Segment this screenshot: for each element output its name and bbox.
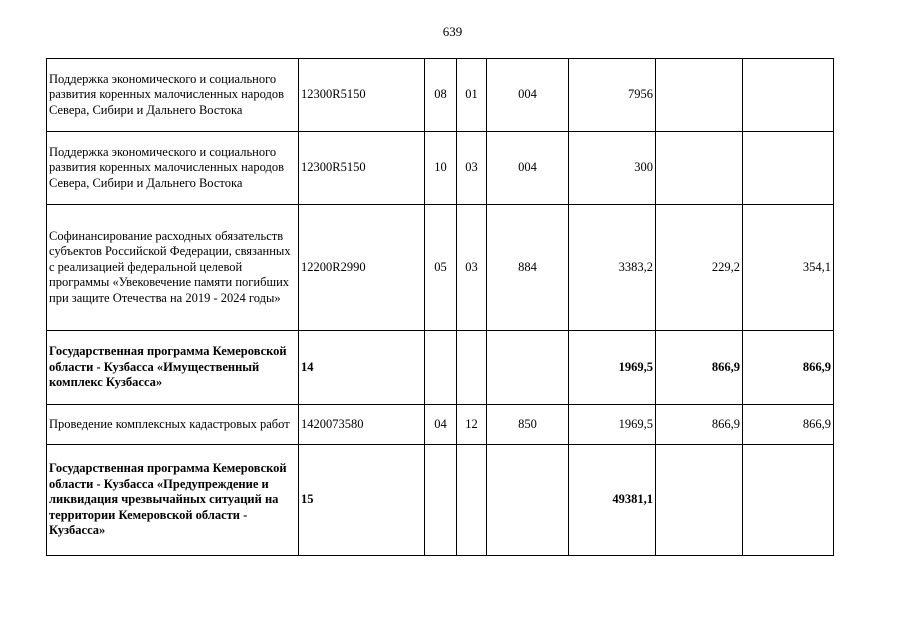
amount-cell-3 xyxy=(743,445,834,556)
table-row xyxy=(47,59,834,132)
row-name-cell: Поддержка экономического и социального развития коренных малочисленных народов Севера, Сибири и Дальнего Востока xyxy=(47,132,299,205)
amount-cell-1: 3383,2 xyxy=(569,205,656,331)
target-code-cell: 12300R5150 xyxy=(299,59,425,132)
amount-cell-3 xyxy=(743,132,834,205)
target-code-cell: 15 xyxy=(299,445,425,556)
target-code-cell: 1420073580 xyxy=(299,405,425,445)
amount-cell-2: 866,9 xyxy=(656,405,743,445)
table-row xyxy=(47,445,834,556)
amount-cell-3: 866,9 xyxy=(743,331,834,405)
row-name-cell: Проведение комплексных кадастровых работ xyxy=(47,405,299,445)
subsection-cell: 03 xyxy=(457,205,487,331)
table-row xyxy=(47,405,834,445)
amount-cell-1: 1969,5 xyxy=(569,331,656,405)
section-cell: 05 xyxy=(425,205,457,331)
budget-table xyxy=(46,58,834,556)
program-title-cell: Государственная программа Кемеровской области - Кузбасса «Предупреждение и ликвидация чрезвычайных ситуаций на территории Кемеровской области - Кузбасса» xyxy=(47,445,299,556)
subsection-cell: 03 xyxy=(457,132,487,205)
program-title-cell: Государственная программа Кемеровской области - Кузбасса «Имущественный комплекс Кузбасса» xyxy=(47,331,299,405)
section-cell: 04 xyxy=(425,405,457,445)
amount-cell-2: 866,9 xyxy=(656,331,743,405)
expense-type-cell: 850 xyxy=(487,405,569,445)
expense-type-cell: 884 xyxy=(487,205,569,331)
amount-cell-1: 300 xyxy=(569,132,656,205)
amount-cell-3: 866,9 xyxy=(743,405,834,445)
amount-cell-1: 7956 xyxy=(569,59,656,132)
target-code-cell: 14 xyxy=(299,331,425,405)
expense-type-cell: 004 xyxy=(487,59,569,132)
amount-cell-1: 1969,5 xyxy=(569,405,656,445)
amount-cell-3: 354,1 xyxy=(743,205,834,331)
section-cell: 08 xyxy=(425,59,457,132)
row-name-cell: Поддержка экономического и социального развития коренных малочисленных народов Севера, Сибири и Дальнего Востока xyxy=(47,59,299,132)
subsection-cell: 01 xyxy=(457,59,487,132)
subsection-cell xyxy=(457,331,487,405)
amount-cell-2 xyxy=(656,132,743,205)
table-row xyxy=(47,331,834,405)
target-code-cell: 12200R2990 xyxy=(299,205,425,331)
row-name-cell: Софинансирование расходных обязательств субъектов Российской Федерации, связанных с реализацией федеральной целевой программы «Увековечение памяти погибших при защите Отечества на 2019 - 2024 годы» xyxy=(47,205,299,331)
section-cell xyxy=(425,331,457,405)
amount-cell-3 xyxy=(743,59,834,132)
section-cell xyxy=(425,445,457,556)
expense-type-cell xyxy=(487,331,569,405)
amount-cell-2 xyxy=(656,59,743,132)
subsection-cell xyxy=(457,445,487,556)
page-number: 639 xyxy=(442,24,463,39)
expense-type-cell: 004 xyxy=(487,132,569,205)
section-cell: 10 xyxy=(425,132,457,205)
amount-cell-1: 49381,1 xyxy=(569,445,656,556)
table-row xyxy=(47,205,834,331)
subsection-cell: 12 xyxy=(457,405,487,445)
target-code-cell: 12300R5150 xyxy=(299,132,425,205)
table-row xyxy=(47,132,834,205)
expense-type-cell xyxy=(487,445,569,556)
amount-cell-2: 229,2 xyxy=(656,205,743,331)
amount-cell-2 xyxy=(656,445,743,556)
